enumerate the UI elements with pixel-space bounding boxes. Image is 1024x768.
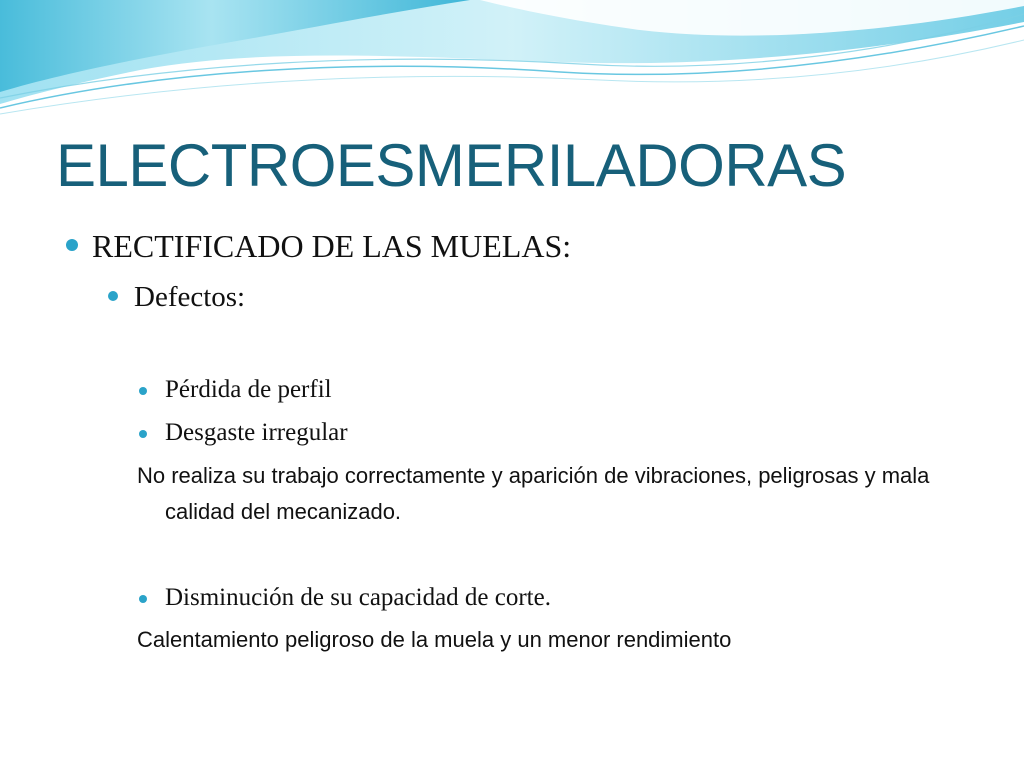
note-paragraph: Calentamiento peligroso de la muela y un menor rendimiento — [137, 627, 732, 652]
bullet-icon — [139, 387, 147, 395]
decorative-wave-banner — [0, 0, 1024, 130]
note-paragraph: No realiza su trabajo correctamente y aparición de vibraciones, peligrosas y mala calidad del mecanizado. — [137, 463, 930, 524]
section-heading: RECTIFICADO DE LAS MUELAS: — [92, 228, 572, 264]
bullet-icon — [66, 239, 78, 251]
bullet-icon — [139, 430, 147, 438]
bullet-icon — [139, 595, 147, 603]
list-item: Pérdida de perfil — [165, 376, 332, 403]
list-item: Desgaste irregular — [165, 419, 348, 446]
slide-title: ELECTROESMERILADORAS — [56, 132, 847, 199]
bullet-icon — [108, 291, 118, 301]
list-item: Disminución de su capacidad de corte. — [165, 584, 551, 611]
subsection-heading: Defectos: — [134, 281, 246, 313]
